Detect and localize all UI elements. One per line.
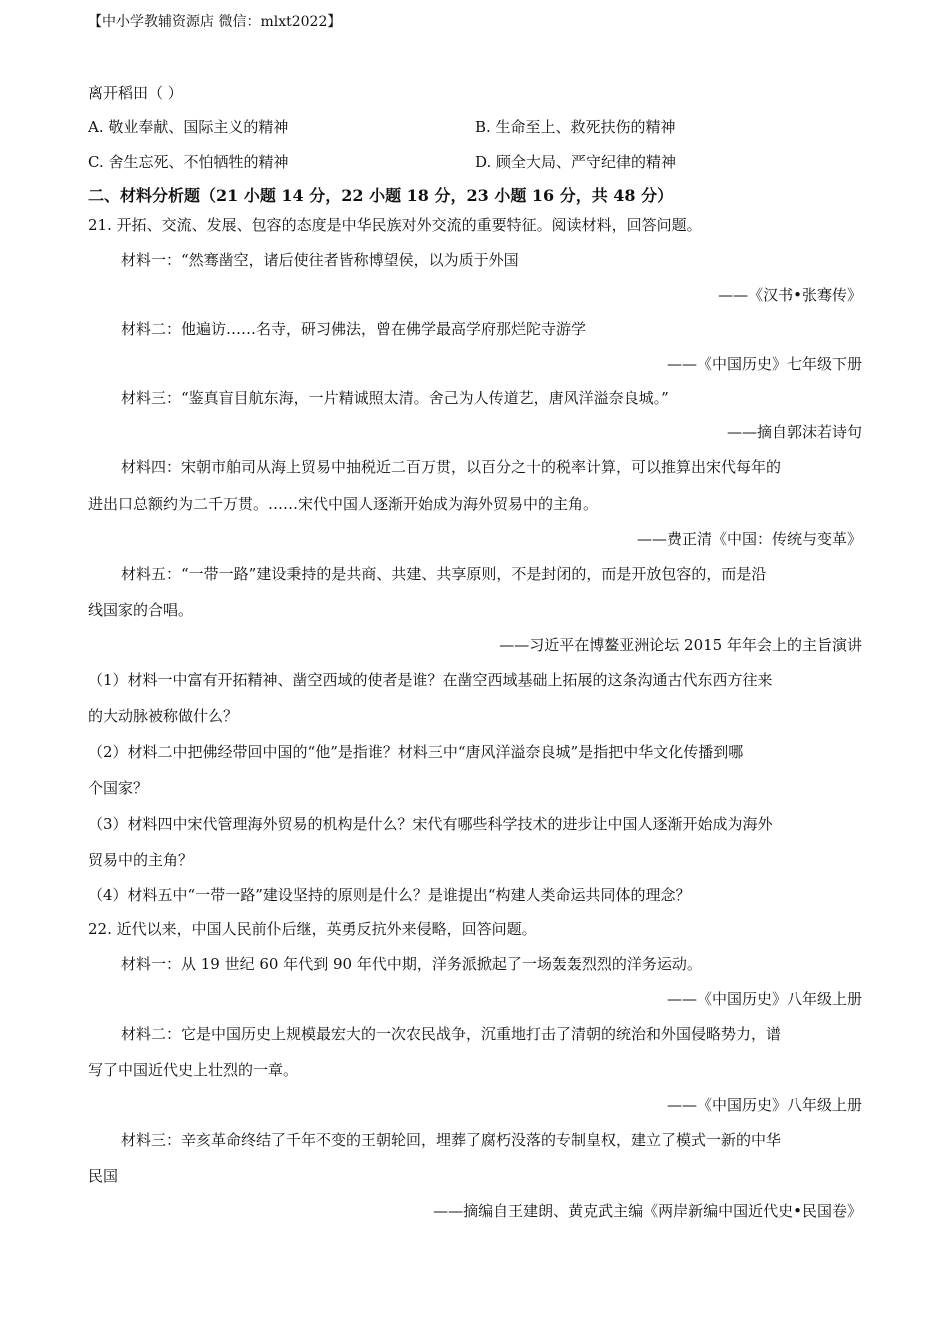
q21-material-5-line1: 材料五：“一带一路”建设秉持的是共商、共建、共享原则，不是封闭的，而是开放包容的，而是沿 <box>121 565 767 583</box>
q20-stem-tail: 离开稻田（ ） <box>88 84 183 102</box>
q20-option-b: B. 生命至上、救死扶伤的精神 <box>475 118 676 136</box>
q20-option-d: D. 顾全大局、严守纪律的精神 <box>475 153 677 171</box>
q20-option-a: A. 敬业奉献、国际主义的精神 <box>88 118 289 136</box>
q21-sub3-line1: （3）材料四中宋代管理海外贸易的机构是什么？宋代有哪些科学技术的进步让中国人逐渐开始成为海外 <box>88 815 773 833</box>
q21-material-1: 材料一：“然骞凿空，诸后使往者皆称博望侯，以为质于外国 <box>121 251 519 269</box>
q21-material-4-source: ——费正清《中国：传统与变革》 <box>636 530 862 548</box>
q21-material-4-line1: 材料四：宋朝市舶司从海上贸易中抽税近二百万贯，以百分之十的税率计算，可以推算出宋代每年的 <box>121 458 782 476</box>
q21-stem: 21. 开拓、交流、发展、包容的态度是中华民族对外交流的重要特征。阅读材料，回答问题。 <box>88 216 702 234</box>
q20-option-c: C. 舍生忘死、不怕牺牲的精神 <box>88 153 289 171</box>
q21-material-1-source: ——《汉书•张骞传》 <box>718 286 862 304</box>
q21-material-2-source: ——《中国历史》七年级下册 <box>666 355 862 373</box>
q22-material-3-source: ——摘编自王建朗、黄克武主编《两岸新编中国近代史•民国卷》 <box>433 1202 862 1220</box>
section2-title: 二、材料分析题（21 小题 14 分，22 小题 18 分，23 小题 16 分，共 48 分） <box>88 186 674 205</box>
q21-material-2: 材料二：他遍访……名寺，研习佛法，曾在佛学最高学府那烂陀寺游学 <box>121 320 587 338</box>
q22-material-1-source: ——《中国历史》八年级上册 <box>666 990 862 1008</box>
q21-material-5-line2: 线国家的合唱。 <box>88 601 194 619</box>
q22-material-2-line2: 写了中国近代史上壮烈的一章。 <box>88 1061 299 1079</box>
q21-sub3-line2: 贸易中的主角？ <box>88 851 194 869</box>
q21-material-5-source: ——习近平在博鳌亚洲论坛 2015 年年会上的主旨演讲 <box>499 636 862 654</box>
q21-material-4-line2: 进出口总额约为二千万贯。……宋代中国人逐渐开始成为海外贸易中的主角。 <box>88 495 599 513</box>
q21-sub2-line1: （2）材料二中把佛经带回中国的“他”是指谁？材料三中“唐风洋溢奈良城”是指把中华文化传播到哪 <box>88 743 744 761</box>
q21-material-3-source: ——摘自郭沫若诗句 <box>726 423 862 441</box>
q22-material-1: 材料一：从 19 世纪 60 年代到 90 年代中期，洋务派掀起了一场轰轰烈烈的洋务运动。 <box>121 955 702 973</box>
q22-material-3-line2: 民国 <box>88 1167 119 1185</box>
q21-sub1-line2: 的大动脉被称做什么？ <box>88 707 239 725</box>
page-header: 【中小学教辅资源店 微信：mlxt2022】 <box>88 14 342 30</box>
q21-sub2-line2: 个国家？ <box>88 779 149 797</box>
q21-sub4: （4）材料五中“一带一路”建设坚持的原则是什么？是谁提出“构建人类命运共同体的理念？ <box>88 886 691 904</box>
q22-material-2-source: ——《中国历史》八年级上册 <box>666 1096 862 1114</box>
q22-material-3-line1: 材料三：辛亥革命终结了千年不变的王朝轮回，埋葬了腐朽没落的专制皇权，建立了模式一新的中华 <box>121 1131 782 1149</box>
q21-material-3: 材料三：“鉴真盲目航东海，一片精诚照太清。舍己为人传道艺，唐风洋溢奈良城。” <box>121 389 669 407</box>
q21-sub1-line1: （1）材料一中富有开拓精神、凿空西域的使者是谁？在凿空西域基础上拓展的这条沟通古代东西方往来 <box>88 671 773 689</box>
q22-stem: 22. 近代以来，中国人民前仆后继，英勇反抗外来侵略，回答问题。 <box>88 920 537 938</box>
q22-material-2-line1: 材料二：它是中国历史上规模最宏大的一次农民战争，沉重地打击了清朝的统治和外国侵略势力，谱 <box>121 1025 782 1043</box>
